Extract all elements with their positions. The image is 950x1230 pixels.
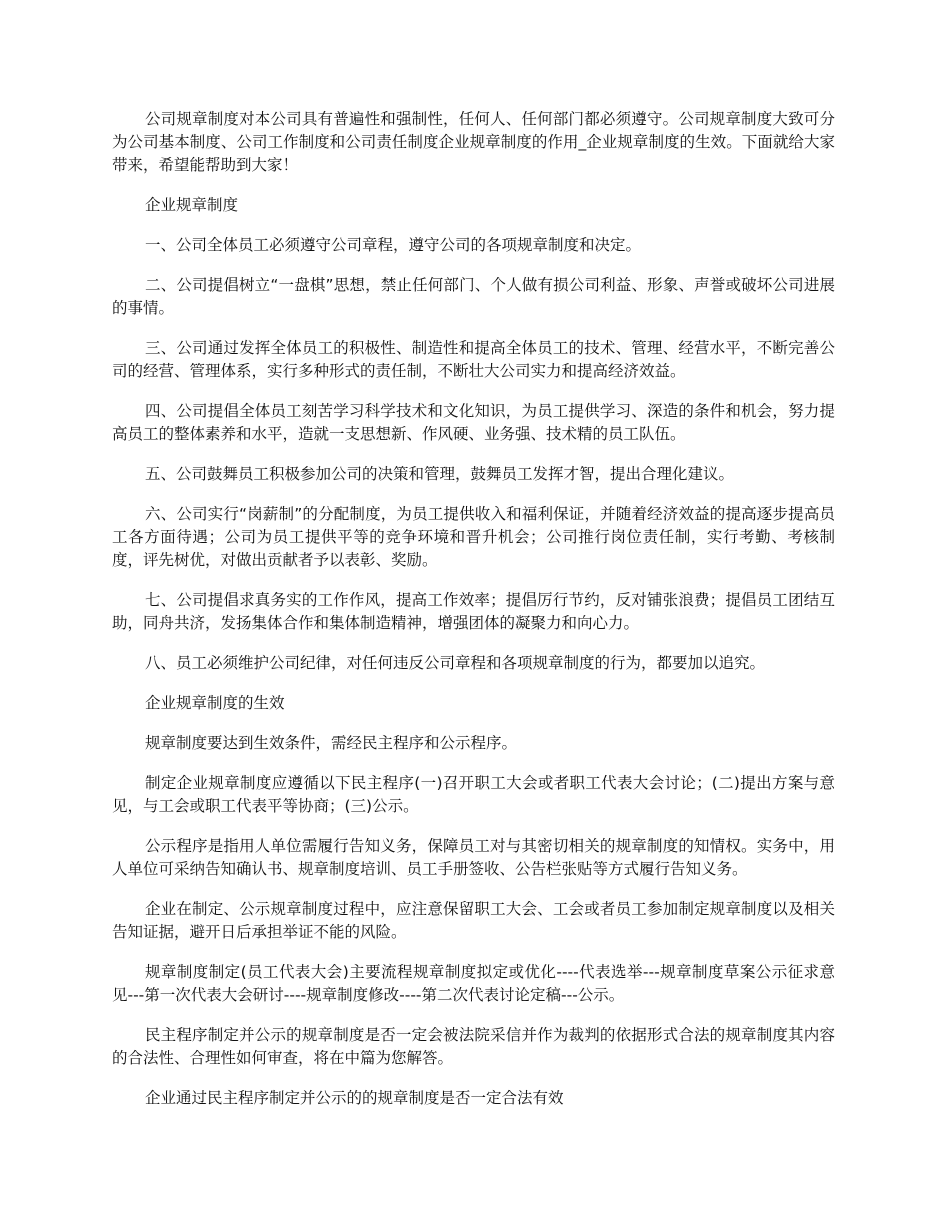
effect-paragraph-5: 规章制度制定(员工代表大会)主要流程规章制度拟定或优化----代表选举---规章制度草案公示征求意见---第一次代表大会研讨----规章制度修改----第二次代表讨论定稿---公示。 xyxy=(112,963,835,1004)
rule-item-1: 一、公司全体员工必须遵守公司章程，遵守公司的各项规章制度和决定。 xyxy=(145,236,642,254)
document-body xyxy=(112,108,835,1127)
closing-paragraph: 企业通过民主程序制定并公示的的规章制度是否一定合法有效 xyxy=(145,1089,564,1107)
intro-paragraph: 公司规章制度对本公司具有普遍性和强制性，任何人、任何部门都必须遵守。公司规章制度大致可分为公司基本制度、公司工作制度和公司责任制度企业规章制度的作用_企业规章制度的生效。下面就给大家带来，希望能帮助到大家！ xyxy=(112,110,835,174)
effect-paragraph-2: 制定企业规章制度应遵循以下民主程序(一)召开职工大会或者职工代表大会讨论；(二)提出方案与意见，与工会或职工代表平等协商；(三)公示。 xyxy=(112,774,835,815)
rule-item-3: 三、公司通过发挥全体员工的积极性、制造性和提高全体员工的技术、管理、经营水平，不断完善公司的经营、管理体系，实行多种形式的责任制，不断壮大公司实力和提高经济效益。 xyxy=(112,339,835,380)
section-heading-rules: 企业规章制度 xyxy=(145,196,239,214)
effect-paragraph-1: 规章制度要达到生效条件，需经民主程序和公示程序。 xyxy=(145,734,518,752)
effect-paragraph-4: 企业在制定、公示规章制度过程中，应注意保留职工大会、工会或者员工参加制定规章制度以及相关告知证据，避开日后承担举证不能的风险。 xyxy=(112,900,835,941)
rule-item-4: 四、公司提倡全体员工刻苦学习科学技术和文化知识，为员工提供学习、深造的条件和机会，努力提高员工的整体素养和水平，造就一支思想新、作风硬、业务强、技术精的员工队伍。 xyxy=(112,402,835,443)
rule-item-6: 六、公司实行“岗薪制”的分配制度，为员工提供收入和福利保证，并随着经济效益的提高逐步提高员工各方面待遇；公司为员工提供平等的竞争环境和晋升机会；公司推行岗位责任制，实行考勤、考核制度，评先树优，对做出贡献者予以表彰、奖励。 xyxy=(112,505,835,569)
rule-item-5: 五、公司鼓舞员工积极参加公司的决策和管理，鼓舞员工发挥才智，提出合理化建议。 xyxy=(145,465,735,483)
rule-item-2: 二、公司提倡树立“一盘棋”思想，禁止任何部门、个人做有损公司利益、形象、声誉或破坏公司进展的事情。 xyxy=(112,276,835,317)
section-heading-effect: 企业规章制度的生效 xyxy=(145,694,285,712)
effect-paragraph-3: 公示程序是指用人单位需履行告知义务，保障员工对与其密切相关的规章制度的知情权。实务中，用人单位可采纳告知确认书、规章制度培训、员工手册签收、公告栏张贴等方式履行告知义务。 xyxy=(112,837,835,878)
rule-item-7: 七、公司提倡求真务实的工作作风，提高工作效率；提倡厉行节约，反对铺张浪费；提倡员工团结互助，同舟共济，发扬集体合作和集体制造精神，增强团体的凝聚力和向心力。 xyxy=(112,591,835,632)
rule-item-8: 八、员工必须维护公司纪律，对任何违反公司章程和各项规章制度的行为，都要加以追究。 xyxy=(145,654,766,672)
effect-paragraph-6: 民主程序制定并公示的规章制度是否一定会被法院采信并作为裁判的依据形式合法的规章制度其内容的合法性、合理性如何审查，将在中篇为您解答。 xyxy=(112,1026,835,1067)
